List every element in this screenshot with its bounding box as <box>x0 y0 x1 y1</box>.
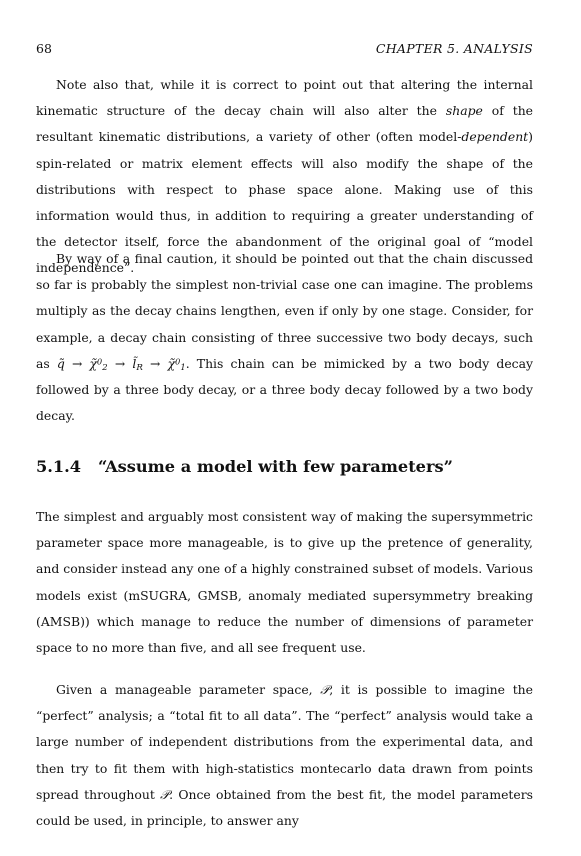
arrow-symbol: → <box>64 355 90 371</box>
paragraph-final-caution <box>36 246 533 429</box>
paragraph-text: The simplest and arguably most consistent way of making the supersymmetric parameter space more manageable, is to give up the pretence of generality, and consider instead any one of a highly constrained subset of models. Various models exist (mSUGRA, GMSB, anomaly mediated supersymmetry breaking (AMSB)) which manage to reduce the number of dimensions of parameter space to no more than five, and all see frequent use. <box>36 509 533 656</box>
paragraph-perfect-analysis <box>36 677 533 834</box>
chapter-title: CHAPTER 5. ANALYSIS <box>375 41 533 56</box>
squark-symbol: q̃ <box>56 355 65 371</box>
running-header <box>36 40 533 58</box>
paragraph-text <box>36 677 533 834</box>
emphasis-shape: shape <box>445 103 483 119</box>
arrow-symbol: → <box>142 355 168 371</box>
slepton-symbol: l̃ <box>132 355 137 371</box>
section-number: 5.1.4 <box>36 457 82 476</box>
text-run: , it is possible to imagine the “perfect” analysis; a “total fit to all data”. The “perfect” analysis would take a large number of independent distributions from the experimental data, and then try to fit them with high-statistics montecarlo data drawn from points spread throughout <box>36 682 533 802</box>
text-run: ) spin-related or matrix element effects will also modify the shape of the distributions with respect to phase space alone. Making use of this information would thus, in addition to requiring a greater understanding of the detector itself, force the abandonment of the original goal of “model independence”. <box>36 129 533 276</box>
neutralino-symbol: χ̃ <box>89 355 98 371</box>
paragraph-constrained-models <box>36 504 533 661</box>
text-run: of the resultant kinematic distributions, a variety of other (often model- <box>36 103 534 145</box>
superscript: 0 <box>97 357 103 367</box>
text-run: Given a manageable parameter space, <box>56 682 321 697</box>
superscript: 0 <box>175 357 181 367</box>
emphasis-dependent: dependent <box>461 129 529 145</box>
subscript: R <box>136 362 143 373</box>
section-heading <box>36 456 533 478</box>
parameter-space-symbol: 𝒫 <box>160 786 170 802</box>
paragraph-text <box>36 246 533 429</box>
text-run: . Once obtained from the best fit, the model parameters could be used, in principle, to answer any <box>36 786 533 829</box>
arrow-symbol: → <box>107 355 133 371</box>
decay-chain-formula <box>57 356 186 371</box>
subscript: 1 <box>180 362 186 373</box>
subscript: 2 <box>102 362 108 373</box>
neutralino-symbol: χ̃ <box>167 355 176 371</box>
page-number: 68 <box>36 41 52 56</box>
text-run: . This chain can be mimicked by a two body decay followed by a three body decay, or a three body decay followed by a two body decay. <box>36 355 533 424</box>
parameter-space-symbol: 𝒫 <box>320 682 330 697</box>
text-run: By way of a final caution, it should be pointed out that the chain discussed so far is probably the simplest non-trivial case one can imagine. The problems multiply as the decay chains lengthen, even if only by one stage. Consider, for example, a decay chain consisting of three successive two body decays, such as <box>36 251 533 371</box>
section-title: “Assume a model with few parameters” <box>98 457 453 476</box>
text-run: Note also that, while it is correct to point out that altering the internal kinematic structure of the decay chain will also alter the <box>36 77 533 119</box>
